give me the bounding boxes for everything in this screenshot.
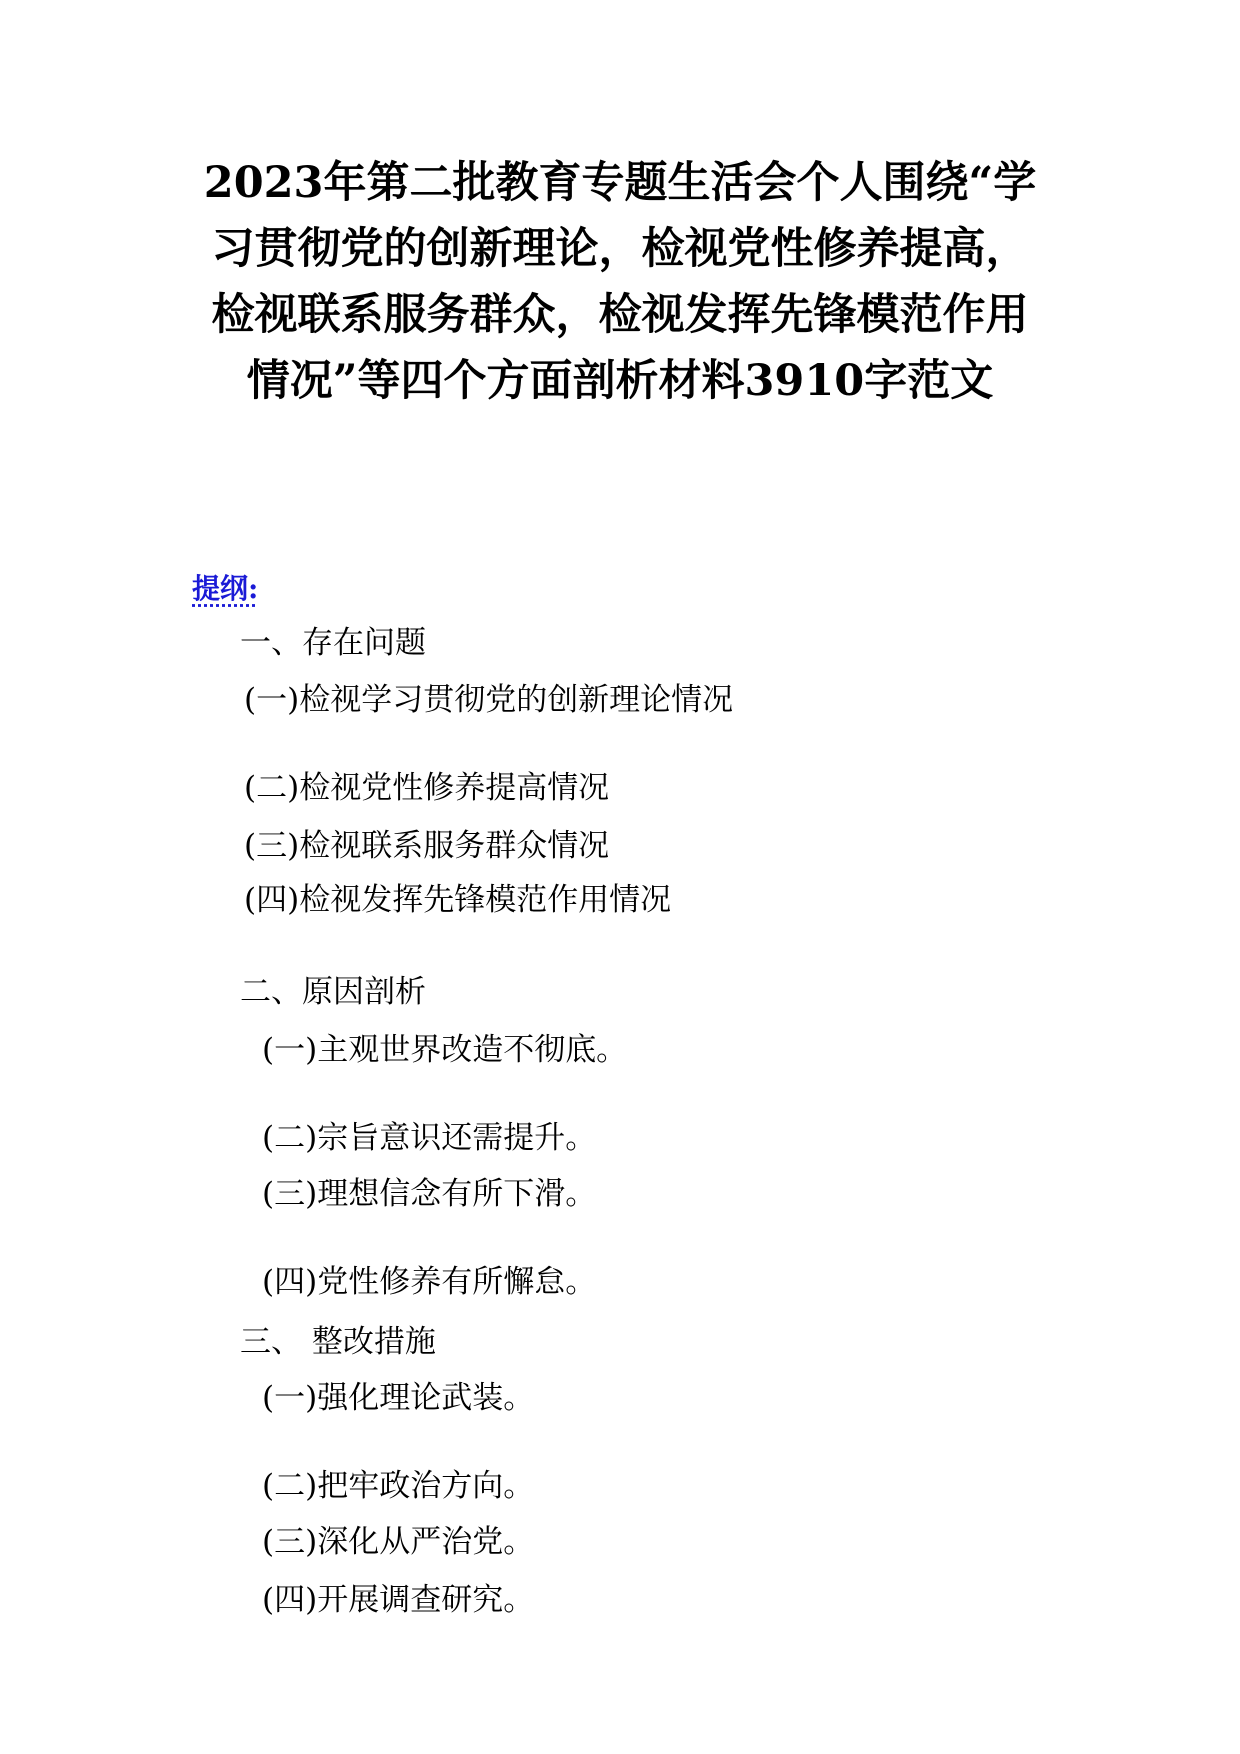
- title-line: 情况”等四个方面剖析材料3910字范文: [246, 356, 994, 406]
- outline-item: (二)检视党性修养提高情况: [244, 770, 610, 806]
- section-heading: 三、 整改措施: [240, 1324, 436, 1360]
- outline-item: (二)宗旨意识还需提升。: [262, 1120, 597, 1156]
- outline-item: (四)检视发挥先锋模范作用情况: [244, 882, 672, 918]
- outline-item: (四)开展调查研究。: [262, 1582, 535, 1618]
- outline-label: 提纲:: [192, 572, 259, 605]
- outline-item: (一)强化理论武装。: [262, 1380, 535, 1416]
- title-line: 检视联系服务群众，检视发挥先锋模范作用: [211, 290, 1029, 340]
- outline-item: (一)检视学习贯彻党的创新理论情况: [244, 682, 734, 718]
- outline-item: (四)党性修养有所懈怠。: [262, 1264, 597, 1300]
- title-line: 习贯彻党的创新理论，检视党性修养提高，: [211, 224, 1029, 274]
- outline-item: (三)理想信念有所下滑。: [262, 1176, 597, 1212]
- section-heading: 一、存在问题: [240, 625, 426, 661]
- outline-item: (二)把牢政治方向。: [262, 1468, 535, 1504]
- outline-item: (一)主观世界改造不彻底。: [262, 1032, 628, 1068]
- section-heading: 二、原因剖析: [240, 974, 426, 1010]
- outline-item: (三)检视联系服务群众情况: [244, 828, 610, 864]
- document-title: [150, 150, 1090, 414]
- outline-item: (三)深化从严治党。: [262, 1524, 535, 1560]
- title-line: 2023年第二批教育专题生活会个人围绕“学: [203, 158, 1037, 208]
